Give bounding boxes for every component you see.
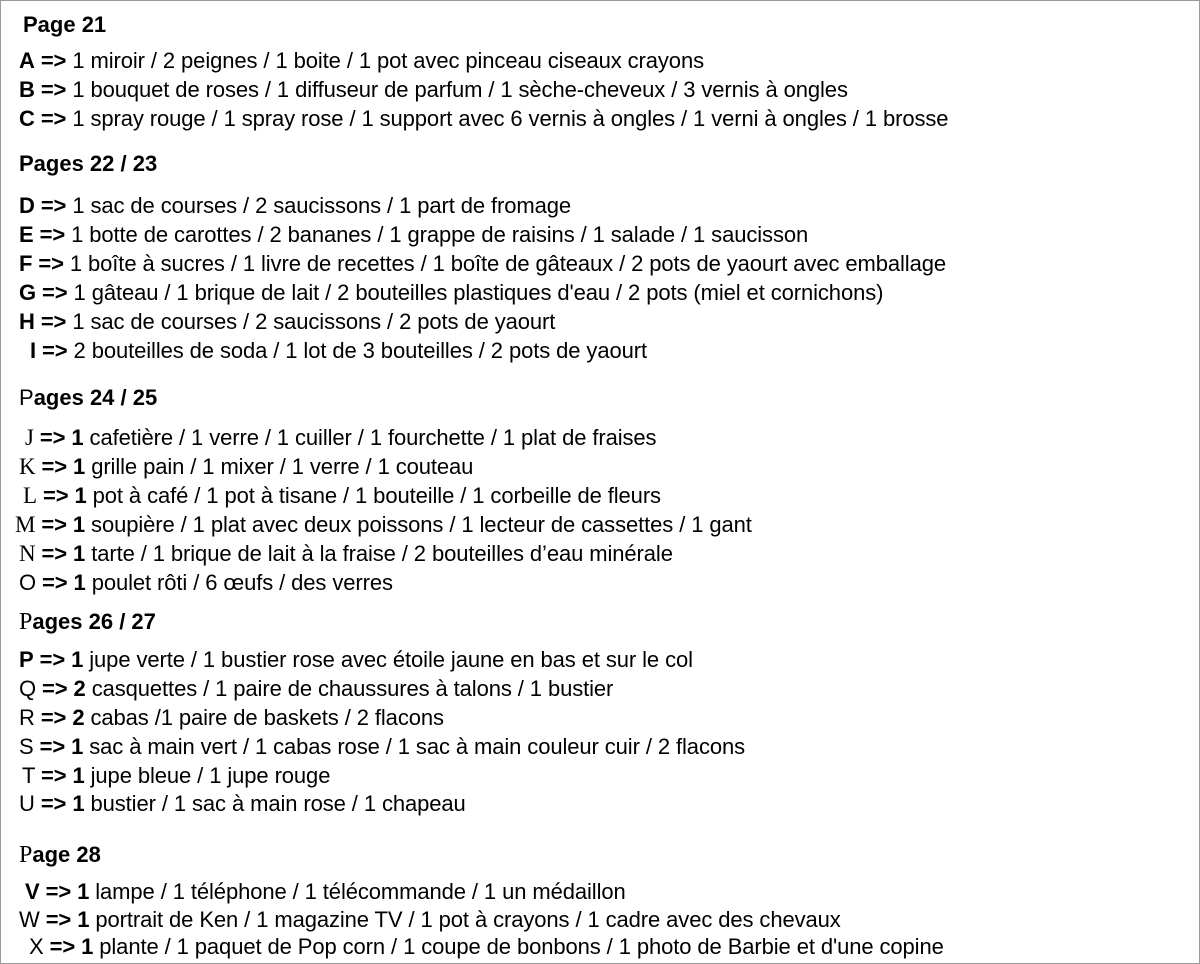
item-letter: X: [29, 934, 44, 959]
list-item-k: [19, 453, 473, 481]
item-arrow: =>: [40, 791, 67, 816]
list-item-a: [19, 47, 704, 75]
section-heading-page-21: Page 21: [23, 12, 107, 37]
list-item-d: [19, 192, 571, 220]
section-heading-pages-24-25: [19, 385, 157, 411]
list-item-o: [19, 569, 393, 597]
item-letter: R: [19, 705, 35, 730]
item-letter: S: [19, 734, 34, 759]
item-text: grille pain / 1 mixer / 1 verre / 1 couteau: [85, 454, 474, 479]
item-arrow: =>: [41, 512, 67, 537]
item-text: 1 boîte à sucres / 1 livre de recettes / 1 boîte de gâteaux / 2 pots de yaourt avec emballage: [63, 251, 946, 276]
item-letter: I: [30, 338, 37, 363]
heading-prefix: P: [19, 842, 33, 868]
section-heading-pages-26-27: [19, 609, 156, 635]
item-count: 1: [72, 512, 86, 537]
item-arrow: =>: [39, 425, 66, 450]
section-heading-pages-22-23: Pages 22 / 23: [19, 151, 158, 176]
item-text: poulet rôti / 6 œufs / des verres: [85, 570, 393, 595]
item-text: 1 miroir / 2 peignes / 1 boite / 1 pot avec pinceau ciseaux crayons: [66, 48, 704, 73]
list-item-v: [25, 878, 626, 906]
item-letter: T: [22, 763, 35, 788]
item-text: cafetière / 1 verre / 1 cuiller / 1 fourchette / 1 plat de fraises: [83, 425, 657, 450]
item-arrow: =>: [39, 647, 66, 672]
item-letter: E: [19, 222, 34, 247]
list-item-t: [22, 762, 330, 790]
item-letter: N: [19, 541, 36, 566]
item-count: 2: [73, 676, 86, 701]
item-count: 1: [72, 791, 85, 816]
heading-prefix: P: [19, 385, 34, 410]
list-item-m: [15, 511, 752, 539]
item-arrow: =>: [40, 77, 67, 102]
list-item-g: [19, 279, 883, 307]
item-text: lampe / 1 téléphone / 1 télécommande / 1 un médaillon: [89, 879, 626, 904]
list-item-w: [19, 906, 841, 934]
item-arrow: =>: [41, 541, 68, 566]
item-text: bustier / 1 sac à main rose / 1 chapeau: [84, 791, 466, 816]
item-text: 1 botte de carottes / 2 bananes / 1 grappe de raisins / 1 salade / 1 saucisson: [65, 222, 809, 247]
list-item-e: [19, 221, 808, 249]
item-text: 2 bouteilles de soda / 1 lot de 3 bouteilles / 2 pots de yaourt: [67, 338, 647, 363]
item-arrow: =>: [38, 251, 64, 276]
item-arrow: =>: [49, 934, 76, 959]
list-item-l: [23, 482, 661, 510]
item-text: pot à café / 1 pot à tisane / 1 bouteille / 1 corbeille de fleurs: [86, 483, 661, 508]
item-arrow: =>: [39, 734, 66, 759]
item-letter: H: [19, 309, 35, 334]
item-letter: G: [19, 280, 37, 305]
item-text: 1 spray rouge / 1 spray rose / 1 support avec 6 vernis à ongles / 1 verni à ongles / 1 brosse: [66, 106, 949, 131]
item-letter: L: [23, 483, 37, 508]
item-arrow: =>: [42, 280, 68, 305]
list-item-p: [19, 646, 693, 674]
item-count: 2: [72, 705, 85, 730]
item-count: 1: [73, 454, 86, 479]
item-text: tarte / 1 brique de lait à la fraise / 2 bouteilles d’eau minérale: [85, 541, 673, 566]
list-item-u: [19, 790, 466, 818]
item-text: casquettes / 1 paire de chaussures à talons / 1 bustier: [85, 676, 614, 701]
item-arrow: =>: [40, 705, 67, 730]
item-letter: Q: [19, 676, 37, 701]
item-arrow: =>: [40, 48, 67, 73]
list-item-n: [19, 540, 673, 568]
item-text: jupe bleue / 1 jupe rouge: [84, 763, 331, 788]
item-arrow: =>: [45, 907, 72, 932]
item-count: 1: [71, 734, 84, 759]
heading-rest: ages 26 / 27: [32, 609, 156, 634]
item-letter: F: [19, 251, 33, 276]
item-text: soupière / 1 plat avec deux poissons / 1 lecteur de cassettes / 1 gant: [85, 512, 752, 537]
item-letter: P: [19, 647, 34, 672]
item-text: 1 sac de courses / 2 saucissons / 1 part de fromage: [66, 193, 572, 218]
item-arrow: =>: [40, 763, 67, 788]
item-text: 1 gâteau / 1 brique de lait / 2 bouteilles plastiques d'eau / 2 pots (miel et cornichons): [67, 280, 884, 305]
list-item-h: [19, 308, 555, 336]
item-count: 1: [72, 763, 85, 788]
item-arrow: =>: [41, 454, 68, 479]
item-count: 1: [81, 934, 94, 959]
heading-prefix: P: [19, 609, 33, 635]
item-letter: V: [25, 879, 40, 904]
item-count: 1: [73, 541, 86, 566]
item-count: 1: [77, 879, 90, 904]
list-item-q: [19, 675, 613, 703]
item-arrow: =>: [42, 676, 68, 701]
item-arrow: =>: [42, 570, 68, 595]
item-arrow: =>: [40, 309, 67, 334]
item-letter: M: [15, 512, 36, 537]
item-text: plante / 1 paquet de Pop corn / 1 coupe de bonbons / 1 photo de Barbie et d'une copine: [93, 934, 944, 959]
list-item-c: [19, 105, 948, 133]
item-text: jupe verte / 1 bustier rose avec étoile jaune en bas et sur le col: [83, 647, 693, 672]
list-item-x: [29, 933, 944, 961]
item-letter: U: [19, 791, 35, 816]
item-arrow: =>: [42, 483, 69, 508]
item-arrow: =>: [39, 222, 66, 247]
item-letter: W: [19, 907, 40, 932]
list-item-s: [19, 733, 745, 761]
list-item-b: [19, 76, 848, 104]
item-arrow: =>: [40, 106, 67, 131]
item-count: 1: [73, 570, 86, 595]
list-item-r: [19, 704, 444, 732]
item-text: portrait de Ken / 1 magazine TV / 1 pot à crayons / 1 cadre avec des chevaux: [89, 907, 841, 932]
item-letter: B: [19, 77, 35, 102]
item-arrow: =>: [45, 879, 72, 904]
item-count: 1: [77, 907, 90, 932]
item-arrow: =>: [42, 338, 68, 363]
item-text: 1 sac de courses / 2 saucissons / 2 pots de yaourt: [66, 309, 556, 334]
item-count: 1: [71, 425, 84, 450]
list-item-j: [25, 424, 656, 452]
item-letter: A: [19, 48, 35, 73]
list-item-f: [19, 250, 946, 278]
item-text: sac à main vert / 1 cabas rose / 1 sac à main couleur cuir / 2 flacons: [83, 734, 746, 759]
heading-rest: ages 24 / 25: [33, 385, 158, 410]
item-arrow: =>: [40, 193, 67, 218]
item-count: 1: [71, 647, 84, 672]
item-count: 1: [74, 483, 87, 508]
item-letter: K: [19, 454, 36, 479]
list-item-i: [30, 337, 647, 365]
item-text: 1 bouquet de roses / 1 diffuseur de parfum / 1 sèche-cheveux / 3 vernis à ongles: [66, 77, 848, 102]
item-text: cabas /1 paire de baskets / 2 flacons: [84, 705, 444, 730]
heading-rest: age 28: [32, 842, 101, 867]
item-letter: J: [25, 425, 34, 450]
item-letter: O: [19, 570, 37, 595]
section-heading-page-28: [19, 842, 101, 868]
item-letter: D: [19, 193, 35, 218]
item-letter: C: [19, 106, 35, 131]
